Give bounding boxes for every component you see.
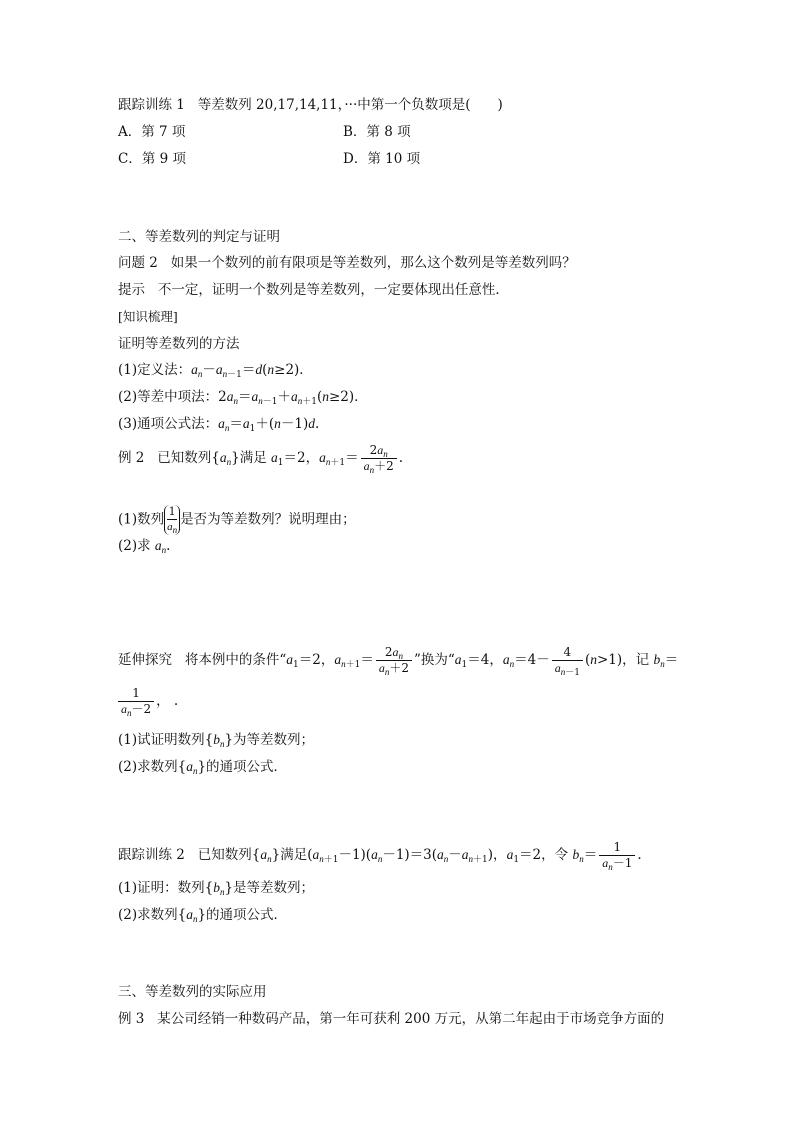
fraction: $\frac{1}{a_n-1}$ <box>599 840 635 871</box>
method-title: 证明等差数列的方法 <box>118 336 240 352</box>
reciprocal-sequence: $\frac{1}{a_n}$ <box>164 505 180 535</box>
knowledge-heading: [知识梳理] <box>118 309 178 324</box>
training1-options-row2 <box>118 150 618 168</box>
extension-stem-cont: $\frac{1}{a_n-2}$ ， . <box>118 686 178 717</box>
example2-stem: 例 2 已知数列$\{a_n\}$满足 $a_1=2$，$a_{n+1}=$ $\frac{2a_n}{a_n+2}$ . <box>118 443 403 475</box>
training2-q2: (2)求数列$\{a_n\}$的通项公式． <box>118 907 288 924</box>
section3-title: 三、等差数列的实际应用 <box>118 984 267 1000</box>
example3-stem: 例 3 某公司经销一种数码产品，第一年可获利 200 万元，从第二年起由于市场竞争方面的 <box>118 1011 665 1027</box>
extension-q1: (1)试证明数列$\{b_n\}$为等差数列； <box>118 732 315 749</box>
training1-options-row1 <box>118 123 618 141</box>
extension-stem: 延伸探究 将本例中的条件“$a_1=2$，$a_{n+1}=$ $\frac{2a_n}{a_n+2}$ ”换为“$a_1=4$，$a_n=4-$ $\frac{4}{a_{n-1}}$ (n>1)，记 $b_n=$ <box>118 645 679 678</box>
section2-title: 二、等差数列的判定与证明 <box>118 229 280 245</box>
example2-q2: (2)求 $a_n$. <box>118 538 171 555</box>
hint: 提示 不一定，证明一个数列是等差数列，一定要体现出任意性． <box>118 282 509 298</box>
fraction: $\frac{2a_n}{a_n+2}$ <box>361 443 397 474</box>
fraction: $\frac{2a_n}{a_n+2}$ <box>376 645 412 676</box>
option-b: B．第 8 项 <box>343 124 411 140</box>
extension-q2: (2)求数列$\{a_n\}$的通项公式． <box>118 759 288 776</box>
example2-q1: (1)数列 $\frac{1}{a_n}$ 是否为等差数列？说明理由； <box>118 505 356 535</box>
training1-question: 跟踪训练 1 等差数列 20,17,14,11，···中第一个负数项是( ) <box>118 97 503 113</box>
question2: 问题 2 如果一个数列的前有限项是等差数列，那么这个数列是等差数列吗？ <box>118 255 576 271</box>
method-1: (1)定义法：$a_n-a_{n-1}=d(n\ge 2)$． <box>118 362 313 380</box>
training2-q1: (1)证明：数列$\{b_n\}$是等差数列； <box>118 880 315 897</box>
training2-stem: 跟踪训练 2 已知数列$\{a_n\}$满足$(a_{n+1}-1)(a_n-1)=3(a_n-a_{n+1})$，$a_1=2$，令 $b_n=$ $\frac{1}{a_n-1}$ . <box>118 840 642 872</box>
method-2: (2)等差中项法：$2a_n=a_{n-1}+a_{n+1}(n\ge 2)$． <box>118 389 368 407</box>
option-a: A．第 7 项 <box>118 124 186 140</box>
fraction: $\frac{1}{a_n-2}$ <box>118 686 154 717</box>
option-c: C．第 9 项 <box>118 151 187 167</box>
option-d: D．第 10 项 <box>343 151 421 167</box>
method-3: (3)通项公式法：$a_n=a_1+(n-1)d$. <box>118 416 320 434</box>
fraction: $\frac{4}{a_{n-1}}$ <box>552 645 583 676</box>
